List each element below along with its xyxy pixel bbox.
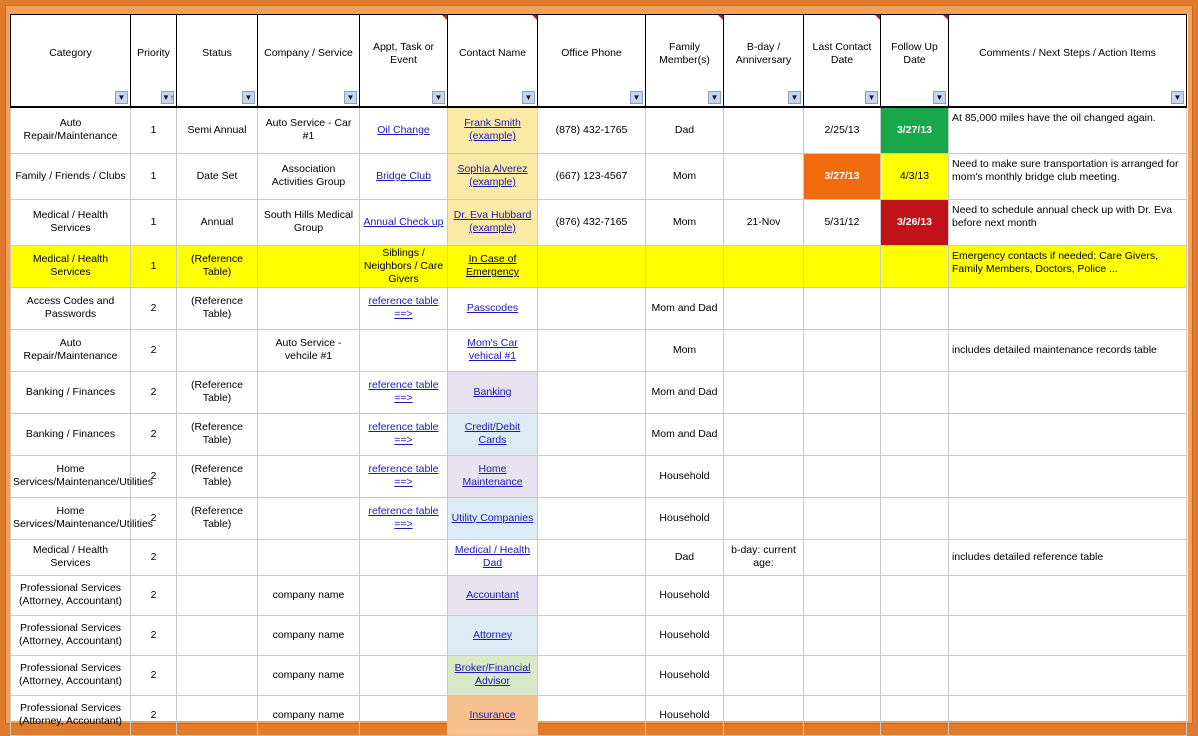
contact-link[interactable]: Credit/Debit Cards: [464, 421, 521, 446]
comments-cell[interactable]: [949, 695, 1187, 735]
priority-cell[interactable]: 1: [131, 199, 177, 245]
company-cell[interactable]: [258, 371, 360, 413]
phone-cell[interactable]: [538, 539, 646, 575]
comment-indicator-icon: [943, 15, 948, 20]
header-contact: Contact Name ▼: [448, 15, 538, 108]
company-cell[interactable]: Association Activities Group: [258, 153, 360, 199]
phone-cell[interactable]: (667) 123-4567: [538, 153, 646, 199]
appt-cell[interactable]: [360, 455, 448, 497]
priority-cell[interactable]: 2: [131, 615, 177, 655]
status-cell[interactable]: Date Set: [177, 153, 258, 199]
category-cell[interactable]: Home Services/Maintenance/Utilities: [11, 497, 131, 539]
appt-cell[interactable]: [360, 199, 448, 245]
last-contact-cell[interactable]: [804, 655, 881, 695]
family-cell[interactable]: Household: [646, 497, 724, 539]
follow-up-cell[interactable]: [881, 539, 949, 575]
priority-cell[interactable]: 2: [131, 695, 177, 735]
comments-cell[interactable]: [949, 655, 1187, 695]
last-contact-cell[interactable]: [804, 497, 881, 539]
comments-cell[interactable]: [949, 575, 1187, 615]
last-contact-cell[interactable]: 3/27/13: [804, 153, 881, 199]
contact-cell[interactable]: [448, 455, 538, 497]
appt-link[interactable]: reference table ==>: [368, 379, 439, 404]
table-row: [11, 153, 1187, 199]
contact-cell[interactable]: [448, 655, 538, 695]
follow-up-cell[interactable]: 3/26/13: [881, 199, 949, 245]
filter-dropdown-icon[interactable]: ▼: [630, 91, 643, 104]
contact-cell[interactable]: [448, 153, 538, 199]
appt-link[interactable]: Oil Change: [377, 123, 430, 136]
filter-dropdown-icon[interactable]: ▼: [865, 91, 878, 104]
filter-dropdown-icon[interactable]: ▼: [708, 91, 721, 104]
company-cell[interactable]: [258, 413, 360, 455]
last-contact-cell[interactable]: [804, 575, 881, 615]
header-appt: Appt, Task or Event ▼: [360, 15, 448, 108]
status-cell[interactable]: (Reference Table): [177, 455, 258, 497]
contact-link[interactable]: Broker/Financial Advisor: [454, 662, 531, 687]
company-cell[interactable]: company name: [258, 615, 360, 655]
comments-cell[interactable]: At 85,000 miles have the oil changed again.: [949, 107, 1187, 153]
follow-up-cell[interactable]: 4/3/13: [881, 153, 949, 199]
comments-cell[interactable]: Need to schedule annual check up with Dr. Eva before next month: [949, 199, 1187, 245]
appt-link[interactable]: reference table ==>: [368, 505, 439, 530]
header-row: [11, 15, 1187, 108]
family-cell[interactable]: [646, 245, 724, 287]
comments-cell[interactable]: [949, 455, 1187, 497]
appt-cell[interactable]: [360, 153, 448, 199]
appt-cell[interactable]: [360, 497, 448, 539]
table-row: [11, 245, 1187, 287]
bday-cell[interactable]: [724, 413, 804, 455]
category-cell[interactable]: Medical / Health Services: [11, 245, 131, 287]
filter-dropdown-icon[interactable]: ▼: [1171, 91, 1184, 104]
category-cell[interactable]: Medical / Health Services: [11, 199, 131, 245]
last-contact-cell[interactable]: [804, 413, 881, 455]
contact-cell[interactable]: [448, 199, 538, 245]
category-cell[interactable]: Home Services/Maintenance/Utilities: [11, 455, 131, 497]
priority-cell[interactable]: 2: [131, 497, 177, 539]
phone-cell[interactable]: [538, 575, 646, 615]
header-last-contact: Last Contact Date ▼: [804, 15, 881, 108]
contact-link[interactable]: Accountant: [466, 588, 519, 601]
appt-cell[interactable]: [360, 695, 448, 735]
bday-cell[interactable]: [724, 153, 804, 199]
comments-cell[interactable]: [949, 413, 1187, 455]
priority-cell[interactable]: 2: [131, 575, 177, 615]
appt-link[interactable]: reference table ==>: [368, 295, 439, 320]
contact-cell[interactable]: [448, 695, 538, 735]
company-cell[interactable]: [258, 287, 360, 329]
follow-up-cell[interactable]: [881, 329, 949, 371]
status-cell[interactable]: Annual: [177, 199, 258, 245]
family-cell[interactable]: Mom and Dad: [646, 413, 724, 455]
phone-cell[interactable]: (876) 432-7165: [538, 199, 646, 245]
last-contact-cell[interactable]: 2/25/13: [804, 107, 881, 153]
last-contact-cell[interactable]: [804, 539, 881, 575]
status-cell[interactable]: (Reference Table): [177, 371, 258, 413]
last-contact-cell[interactable]: [804, 455, 881, 497]
category-cell[interactable]: Professional Services (Attorney, Accountant): [11, 615, 131, 655]
contact-link[interactable]: Medical / Health Dad: [454, 544, 531, 569]
appt-cell[interactable]: [360, 615, 448, 655]
phone-cell[interactable]: [538, 455, 646, 497]
phone-cell[interactable]: [538, 497, 646, 539]
appt-link[interactable]: Annual Check up: [363, 215, 444, 228]
bday-cell[interactable]: 21-Nov: [724, 199, 804, 245]
appt-cell[interactable]: [360, 107, 448, 153]
phone-cell[interactable]: [538, 329, 646, 371]
contact-cell[interactable]: [448, 575, 538, 615]
family-cell[interactable]: Dad: [646, 107, 724, 153]
comments-cell[interactable]: [949, 497, 1187, 539]
priority-cell[interactable]: 2: [131, 413, 177, 455]
bday-cell[interactable]: [724, 287, 804, 329]
phone-cell[interactable]: [538, 371, 646, 413]
comments-cell[interactable]: includes detailed reference table: [949, 539, 1187, 575]
contact-link[interactable]: Frank Smith (example): [464, 117, 521, 143]
family-cell[interactable]: Mom and Dad: [646, 371, 724, 413]
status-cell[interactable]: [177, 575, 258, 615]
company-cell[interactable]: [258, 497, 360, 539]
table-row: [11, 695, 1187, 735]
phone-cell[interactable]: [538, 413, 646, 455]
status-cell[interactable]: [177, 615, 258, 655]
bday-cell[interactable]: [724, 655, 804, 695]
contact-cell[interactable]: [448, 497, 538, 539]
last-contact-cell[interactable]: [804, 329, 881, 371]
follow-up-cell[interactable]: [881, 371, 949, 413]
header-category: Category ▼: [11, 15, 131, 108]
filter-dropdown-icon[interactable]: ▼: [344, 91, 357, 104]
table-row: [11, 575, 1187, 615]
status-cell[interactable]: [177, 539, 258, 575]
contact-link[interactable]: Banking: [473, 385, 512, 398]
company-cell[interactable]: Auto Service - Car #1: [258, 107, 360, 153]
comment-indicator-icon: [442, 15, 447, 20]
follow-up-cell[interactable]: [881, 413, 949, 455]
contact-cell[interactable]: [448, 413, 538, 455]
category-cell[interactable]: Auto Repair/Maintenance: [11, 107, 131, 153]
category-cell[interactable]: Medical / Health Services: [11, 539, 131, 575]
table-row: [11, 615, 1187, 655]
priority-cell[interactable]: 2: [131, 371, 177, 413]
family-cell[interactable]: Household: [646, 455, 724, 497]
appt-cell[interactable]: [360, 287, 448, 329]
bday-cell[interactable]: [724, 575, 804, 615]
spreadsheet: [10, 14, 1188, 727]
contact-link[interactable]: Sophia Alverez (example): [457, 163, 528, 188]
family-cell[interactable]: Household: [646, 615, 724, 655]
bday-cell[interactable]: [724, 615, 804, 655]
table-row: [11, 287, 1187, 329]
header-status: Status ▼: [177, 15, 258, 108]
family-cell[interactable]: Mom: [646, 199, 724, 245]
family-cell[interactable]: Mom: [646, 329, 724, 371]
bday-cell[interactable]: [724, 371, 804, 413]
bday-cell[interactable]: b-day: current age:: [724, 539, 804, 575]
contact-cell[interactable]: [448, 615, 538, 655]
follow-up-cell[interactable]: [881, 655, 949, 695]
table-row: [11, 107, 1187, 153]
bday-cell[interactable]: [724, 695, 804, 735]
last-contact-cell[interactable]: [804, 695, 881, 735]
contact-link[interactable]: Passcodes: [466, 301, 519, 314]
appt-cell[interactable]: Siblings / Neighbors / Care Givers: [360, 245, 448, 287]
contact-link[interactable]: Mom's Car vehical #1: [467, 337, 518, 362]
family-cell[interactable]: Mom and Dad: [646, 287, 724, 329]
header-bday: B-day / Anniversary ▼: [724, 15, 804, 108]
bday-cell[interactable]: [724, 497, 804, 539]
last-contact-cell[interactable]: [804, 287, 881, 329]
filter-dropdown-icon[interactable]: ▼: [788, 91, 801, 104]
filter-dropdown-icon[interactable]: ▼: [242, 91, 255, 104]
company-cell[interactable]: [258, 455, 360, 497]
contact-cell[interactable]: [448, 107, 538, 153]
appt-cell[interactable]: [360, 371, 448, 413]
category-cell[interactable]: Access Codes and Passwords: [11, 287, 131, 329]
filter-dropdown-icon[interactable]: ▼: [115, 91, 128, 104]
family-cell[interactable]: Household: [646, 575, 724, 615]
priority-cell[interactable]: 2: [131, 655, 177, 695]
sort-filter-dropdown-icon[interactable]: ▼↑: [162, 93, 174, 102]
category-cell[interactable]: Professional Services (Attorney, Accountant): [11, 655, 131, 695]
contact-link[interactable]: Attorney: [472, 628, 513, 641]
category-cell[interactable]: Banking / Finances: [11, 413, 131, 455]
family-cell[interactable]: Household: [646, 695, 724, 735]
bday-cell[interactable]: [724, 329, 804, 371]
phone-cell[interactable]: [538, 695, 646, 735]
comments-cell[interactable]: [949, 287, 1187, 329]
priority-cell[interactable]: 1: [131, 245, 177, 287]
follow-up-cell[interactable]: [881, 575, 949, 615]
phone-cell[interactable]: [538, 655, 646, 695]
company-cell[interactable]: company name: [258, 575, 360, 615]
company-cell[interactable]: Auto Service - vehcile #1: [258, 329, 360, 371]
category-cell[interactable]: Professional Services (Attorney, Accountant): [11, 575, 131, 615]
table-row: [11, 199, 1187, 245]
appt-cell[interactable]: [360, 655, 448, 695]
last-contact-cell[interactable]: 5/31/12: [804, 199, 881, 245]
comments-cell[interactable]: includes detailed maintenance records table: [949, 329, 1187, 371]
family-cell[interactable]: Dad: [646, 539, 724, 575]
bday-cell[interactable]: [724, 455, 804, 497]
table-row: [11, 655, 1187, 695]
table-row: [11, 329, 1187, 371]
filter-dropdown-icon[interactable]: ▼: [432, 91, 445, 104]
table-row: [11, 455, 1187, 497]
follow-up-cell[interactable]: [881, 615, 949, 655]
category-cell[interactable]: Auto Repair/Maintenance: [11, 329, 131, 371]
appt-cell[interactable]: [360, 539, 448, 575]
filter-dropdown-icon[interactable]: ▼: [522, 91, 535, 104]
appt-link[interactable]: Bridge Club: [376, 169, 431, 182]
appt-cell[interactable]: [360, 329, 448, 371]
phone-cell[interactable]: [538, 245, 646, 287]
priority-cell[interactable]: 2: [131, 455, 177, 497]
header-family: Family Member(s) ▼: [646, 15, 724, 108]
table-row: [11, 539, 1187, 575]
header-follow-up: Follow Up Date ▼: [881, 15, 949, 108]
priority-cell[interactable]: 2: [131, 329, 177, 371]
bday-cell[interactable]: [724, 107, 804, 153]
contact-link[interactable]: Home Maintenance: [462, 463, 523, 488]
status-cell[interactable]: (Reference Table): [177, 287, 258, 329]
family-cell[interactable]: Household: [646, 655, 724, 695]
category-cell[interactable]: Banking / Finances: [11, 371, 131, 413]
contact-link[interactable]: Insurance: [469, 708, 516, 721]
header-phone: Office Phone ▼: [538, 15, 646, 108]
comments-cell[interactable]: [949, 371, 1187, 413]
contact-link[interactable]: Utility Companies: [451, 511, 534, 524]
contact-link[interactable]: Dr. Eva Hubbard (example): [453, 209, 532, 234]
status-cell[interactable]: Semi Annual: [177, 107, 258, 153]
status-cell[interactable]: [177, 329, 258, 371]
status-cell[interactable]: (Reference Table): [177, 245, 258, 287]
comment-indicator-icon: [875, 15, 880, 20]
contact-tracker-table: [10, 14, 1187, 736]
priority-cell[interactable]: 1: [131, 107, 177, 153]
status-cell[interactable]: (Reference Table): [177, 413, 258, 455]
header-company: Company / Service ▼: [258, 15, 360, 108]
company-cell[interactable]: [258, 539, 360, 575]
filter-dropdown-icon[interactable]: ▼: [933, 91, 946, 104]
priority-cell[interactable]: 1: [131, 153, 177, 199]
table-row: [11, 371, 1187, 413]
comments-cell[interactable]: Need to make sure transportation is arranged for mom's monthly bridge club meeting.: [949, 153, 1187, 199]
comments-cell[interactable]: Emergency contacts if needed: Care Givers, Family Members, Doctors, Police ...: [949, 245, 1187, 287]
contact-cell[interactable]: [448, 287, 538, 329]
header-comments: Comments / Next Steps / Action Items ▼: [949, 15, 1187, 108]
phone-cell[interactable]: [538, 287, 646, 329]
family-cell[interactable]: Mom: [646, 153, 724, 199]
category-cell[interactable]: Family / Friends / Clubs: [11, 153, 131, 199]
phone-cell[interactable]: [538, 615, 646, 655]
appt-cell[interactable]: [360, 413, 448, 455]
follow-up-cell[interactable]: [881, 695, 949, 735]
header-priority: Priority ▼↑: [131, 15, 177, 108]
status-cell[interactable]: (Reference Table): [177, 497, 258, 539]
priority-cell[interactable]: 2: [131, 287, 177, 329]
contact-cell[interactable]: [448, 371, 538, 413]
priority-cell[interactable]: 2: [131, 539, 177, 575]
company-cell[interactable]: [258, 245, 360, 287]
contact-cell[interactable]: [448, 539, 538, 575]
status-cell[interactable]: [177, 695, 258, 735]
appt-cell[interactable]: [360, 575, 448, 615]
comment-indicator-icon: [718, 15, 723, 20]
status-cell[interactable]: [177, 655, 258, 695]
follow-up-cell[interactable]: [881, 245, 949, 287]
company-cell[interactable]: company name: [258, 695, 360, 735]
last-contact-cell[interactable]: [804, 371, 881, 413]
appt-link[interactable]: reference table ==>: [368, 421, 439, 446]
contact-cell[interactable]: [448, 245, 538, 287]
follow-up-cell[interactable]: [881, 497, 949, 539]
appt-link[interactable]: reference table ==>: [368, 463, 439, 488]
category-cell[interactable]: Professional Services (Attorney, Accountant): [11, 695, 131, 735]
follow-up-cell[interactable]: 3/27/13: [881, 107, 949, 153]
comments-cell[interactable]: [949, 615, 1187, 655]
comment-indicator-icon: [532, 15, 537, 20]
company-cell[interactable]: company name: [258, 655, 360, 695]
table-row: [11, 497, 1187, 539]
contact-link[interactable]: In Case of Emergency: [465, 253, 520, 278]
phone-cell[interactable]: (878) 432-1765: [538, 107, 646, 153]
bday-cell[interactable]: [724, 245, 804, 287]
contact-cell[interactable]: [448, 329, 538, 371]
company-cell[interactable]: South Hills Medical Group: [258, 199, 360, 245]
last-contact-cell[interactable]: [804, 615, 881, 655]
follow-up-cell[interactable]: [881, 455, 949, 497]
last-contact-cell[interactable]: [804, 245, 881, 287]
follow-up-cell[interactable]: [881, 287, 949, 329]
table-row: [11, 413, 1187, 455]
